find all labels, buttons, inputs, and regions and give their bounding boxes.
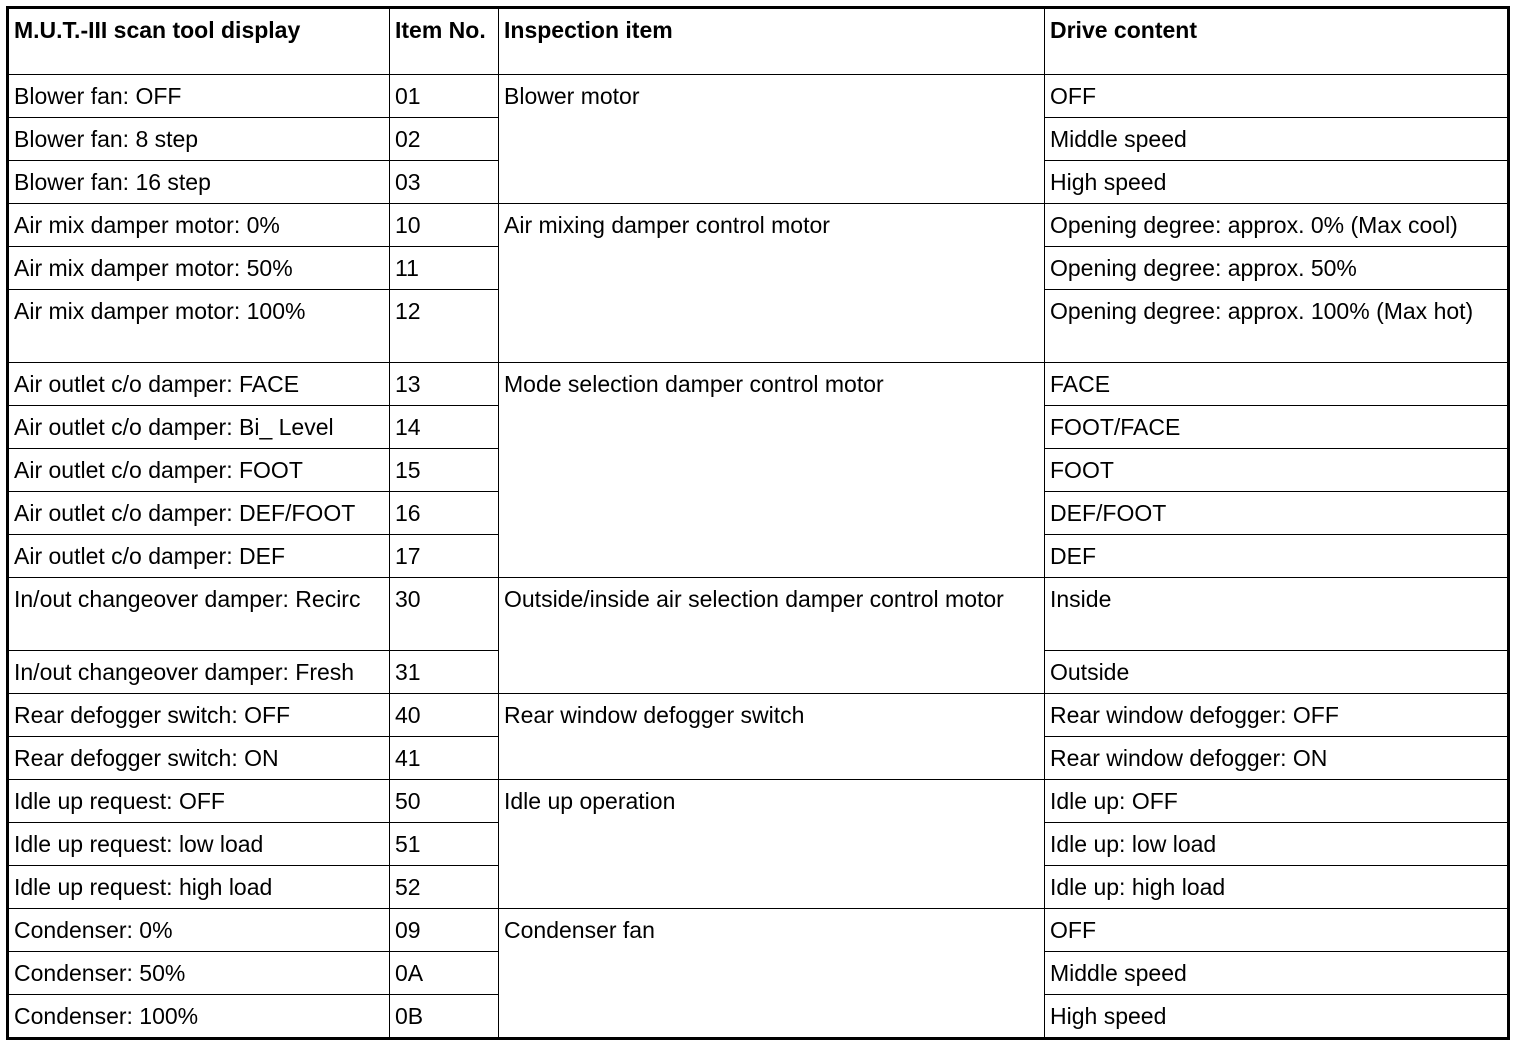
table-row: [8, 578, 1509, 651]
cell-drive-content: Idle up: high load: [1045, 866, 1509, 909]
table-body: [8, 75, 1509, 1039]
cell-inspection-item: Air mixing damper control motor: [499, 204, 1045, 363]
cell-drive-content: Idle up: low load: [1045, 823, 1509, 866]
cell-drive-content: Opening degree: approx. 0% (Max cool): [1045, 204, 1509, 247]
cell-item-no: 51: [390, 823, 499, 866]
header-inspection-item: Inspection item: [499, 8, 1045, 75]
cell-display: Condenser: 50%: [8, 952, 390, 995]
cell-display: Idle up request: low load: [8, 823, 390, 866]
cell-drive-content: Rear window defogger: OFF: [1045, 694, 1509, 737]
cell-item-no: 30: [390, 578, 499, 651]
cell-inspection-item: Condenser fan: [499, 909, 1045, 1039]
table-row: [8, 363, 1509, 406]
cell-item-no: 10: [390, 204, 499, 247]
cell-item-no: 01: [390, 75, 499, 118]
cell-item-no: 0B: [390, 995, 499, 1039]
cell-display: Air outlet c/o damper: DEF/FOOT: [8, 492, 390, 535]
cell-display: Air mix damper motor: 100%: [8, 290, 390, 363]
cell-display: Air outlet c/o damper: FOOT: [8, 449, 390, 492]
table-row: [8, 694, 1509, 737]
cell-inspection-item: Blower motor: [499, 75, 1045, 204]
cell-display: Rear defogger switch: OFF: [8, 694, 390, 737]
cell-display: Air mix damper motor: 0%: [8, 204, 390, 247]
cell-drive-content: High speed: [1045, 995, 1509, 1039]
cell-item-no: 17: [390, 535, 499, 578]
cell-item-no: 03: [390, 161, 499, 204]
header-item-no: Item No.: [390, 8, 499, 75]
cell-display: Blower fan: 8 step: [8, 118, 390, 161]
actuator-test-table: [6, 6, 1510, 1040]
header-row: [8, 8, 1509, 75]
cell-item-no: 12: [390, 290, 499, 363]
cell-item-no: 52: [390, 866, 499, 909]
cell-display: Condenser: 100%: [8, 995, 390, 1039]
cell-drive-content: FOOT/FACE: [1045, 406, 1509, 449]
cell-display: Air outlet c/o damper: DEF: [8, 535, 390, 578]
cell-display: Air mix damper motor: 50%: [8, 247, 390, 290]
cell-item-no: 16: [390, 492, 499, 535]
cell-drive-content: Opening degree: approx. 50%: [1045, 247, 1509, 290]
cell-drive-content: Inside: [1045, 578, 1509, 651]
cell-item-no: 0A: [390, 952, 499, 995]
table-header: [8, 8, 1509, 75]
cell-drive-content: Idle up: OFF: [1045, 780, 1509, 823]
cell-item-no: 31: [390, 651, 499, 694]
cell-inspection-item: Outside/inside air selection damper control motor: [499, 578, 1045, 694]
cell-drive-content: Middle speed: [1045, 952, 1509, 995]
cell-item-no: 02: [390, 118, 499, 161]
cell-display: Idle up request: OFF: [8, 780, 390, 823]
cell-drive-content: Rear window defogger: ON: [1045, 737, 1509, 780]
cell-display: Idle up request: high load: [8, 866, 390, 909]
cell-display: Condenser: 0%: [8, 909, 390, 952]
cell-display: In/out changeover damper: Recirc: [8, 578, 390, 651]
cell-item-no: 41: [390, 737, 499, 780]
cell-drive-content: FOOT: [1045, 449, 1509, 492]
cell-item-no: 11: [390, 247, 499, 290]
cell-item-no: 15: [390, 449, 499, 492]
cell-item-no: 40: [390, 694, 499, 737]
cell-drive-content: Opening degree: approx. 100% (Max hot): [1045, 290, 1509, 363]
table-row: [8, 780, 1509, 823]
header-drive-content: Drive content: [1045, 8, 1509, 75]
cell-drive-content: High speed: [1045, 161, 1509, 204]
cell-inspection-item: Idle up operation: [499, 780, 1045, 909]
cell-inspection-item: Rear window defogger switch: [499, 694, 1045, 780]
table-row: [8, 204, 1509, 247]
cell-drive-content: Middle speed: [1045, 118, 1509, 161]
cell-item-no: 13: [390, 363, 499, 406]
cell-display: Rear defogger switch: ON: [8, 737, 390, 780]
cell-display: In/out changeover damper: Fresh: [8, 651, 390, 694]
cell-drive-content: OFF: [1045, 75, 1509, 118]
cell-display: Blower fan: OFF: [8, 75, 390, 118]
cell-item-no: 50: [390, 780, 499, 823]
cell-display: Air outlet c/o damper: FACE: [8, 363, 390, 406]
cell-item-no: 14: [390, 406, 499, 449]
table-row: [8, 909, 1509, 952]
cell-display: Air outlet c/o damper: Bi_ Level: [8, 406, 390, 449]
header-scan-tool-display: M.U.T.-III scan tool display: [8, 8, 390, 75]
cell-drive-content: FACE: [1045, 363, 1509, 406]
cell-drive-content: OFF: [1045, 909, 1509, 952]
cell-drive-content: DEF/FOOT: [1045, 492, 1509, 535]
cell-inspection-item: Mode selection damper control motor: [499, 363, 1045, 578]
table-row: [8, 75, 1509, 118]
cell-item-no: 09: [390, 909, 499, 952]
cell-drive-content: Outside: [1045, 651, 1509, 694]
cell-drive-content: DEF: [1045, 535, 1509, 578]
cell-display: Blower fan: 16 step: [8, 161, 390, 204]
